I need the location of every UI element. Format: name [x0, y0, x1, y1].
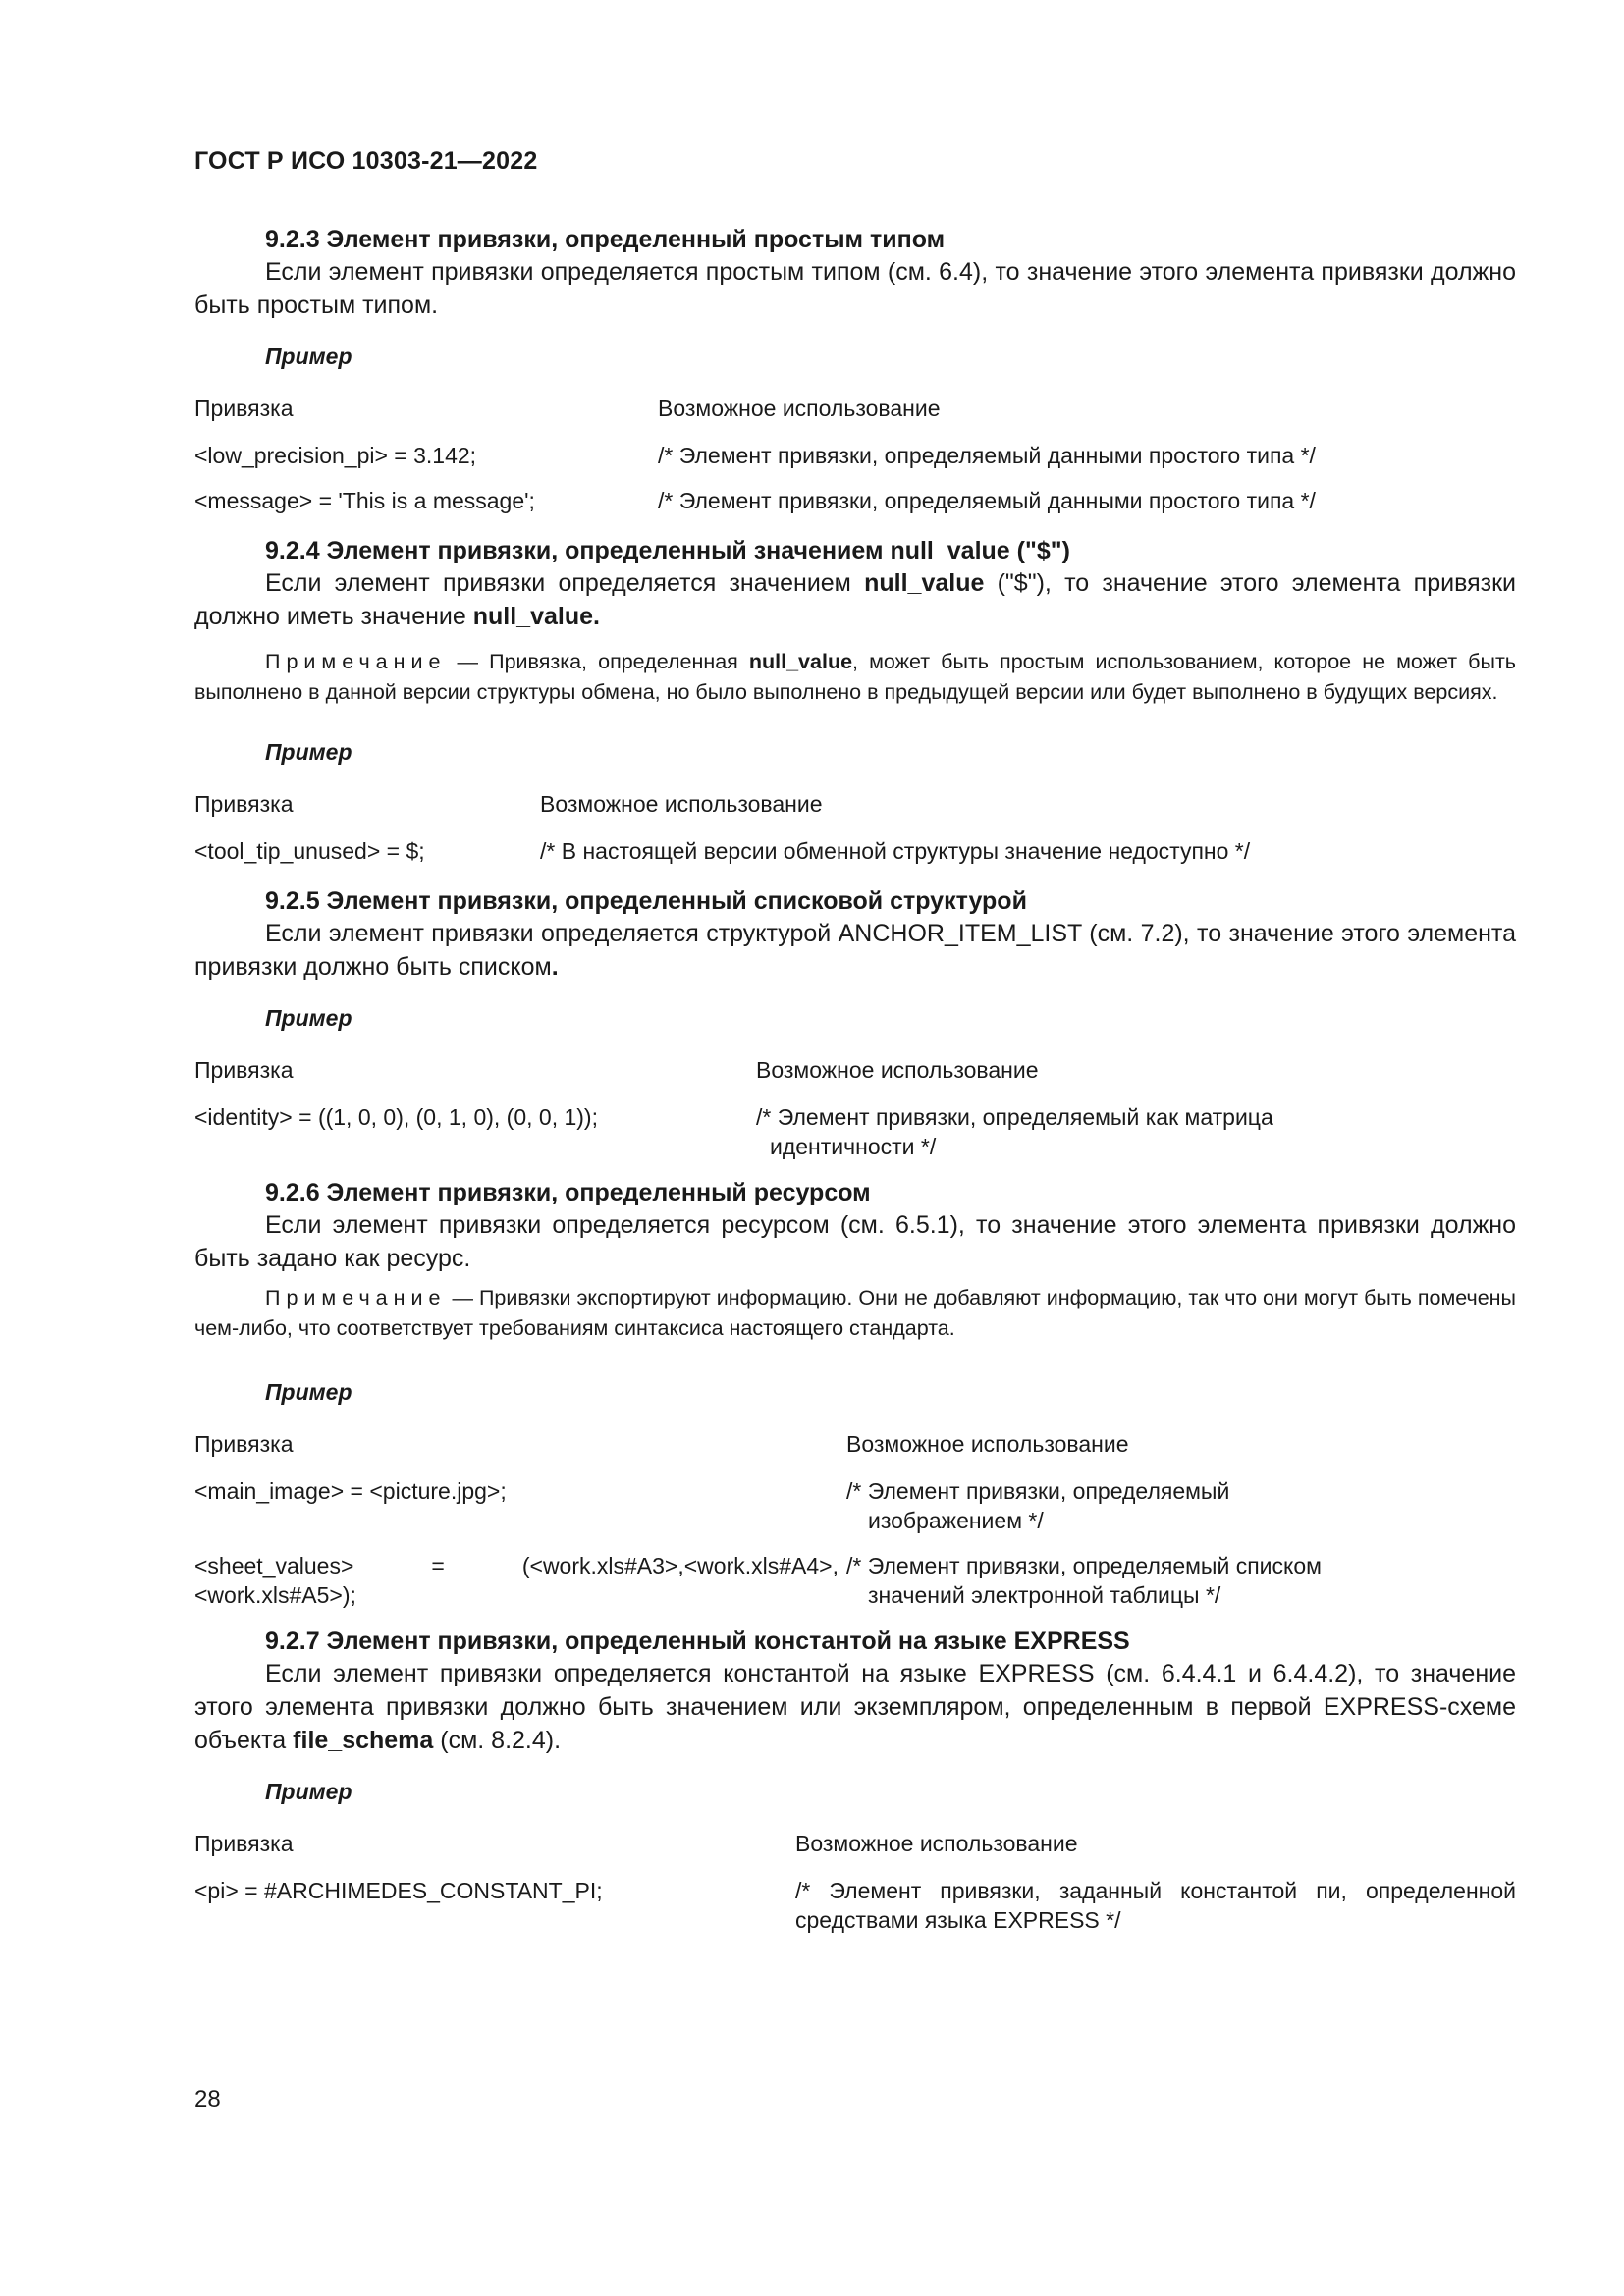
usage-cell: /* В настоящей версии обменной структуры значение недоступно */	[540, 838, 1251, 864]
table-row	[194, 486, 1516, 531]
section-note	[194, 647, 1516, 708]
section-paragraph: Если элемент привязки определяется ресурсом (см. 6.5.1), то значение этого элемента привязки должно быть задано как ресурс.	[194, 1211, 1516, 1272]
usage-line: идентичности */	[770, 1134, 937, 1159]
paragraph-text: (см. 8.2.4).	[433, 1727, 562, 1754]
note-label: Примечание	[265, 1286, 447, 1309]
column-header-usage: Возможное использование	[658, 396, 941, 421]
column-header-binding: Привязка	[194, 791, 294, 817]
example-label: Пример	[265, 344, 352, 369]
example-table	[194, 789, 1516, 881]
document-header: ГОСТ Р ИСО 10303-21—2022	[194, 147, 538, 175]
keyword-null-value: null_value.	[472, 603, 600, 630]
section-title: 9.2.7 Элемент привязки, определенный константой на языке EXPRESS	[265, 1628, 1130, 1655]
table-row	[194, 441, 1516, 486]
section-title: 9.2.5 Элемент привязки, определенный списковой структурой	[265, 887, 1027, 915]
table-row	[194, 836, 1516, 881]
example-table-header	[194, 789, 1516, 836]
usage-line: /* Элемент привязки, определяемый	[846, 1478, 1230, 1504]
paragraph-text: ("$"), то значение этого элемента привязки должно иметь значение	[194, 569, 1516, 630]
column-header-usage: Возможное использование	[795, 1831, 1078, 1856]
binding-cell: <main_image> = <picture.jpg>;	[194, 1478, 507, 1504]
example-label: Пример	[265, 1779, 352, 1804]
binding-cell: <pi> = #ARCHIMEDES_CONSTANT_PI;	[194, 1878, 603, 1903]
page-number: 28	[194, 2086, 221, 2112]
example-table	[194, 1055, 1516, 1177]
section-note	[194, 1283, 1516, 1344]
note-text: — Привязки экспортируют информацию. Они не добавляют информацию, так что они могут быть помечены чем-либо, что соответствует требованиям синтаксиса настоящего стандарта.	[194, 1286, 1516, 1340]
paragraph-period: .	[551, 953, 559, 981]
table-row	[194, 1476, 1516, 1551]
example-label: Пример	[265, 1005, 352, 1031]
section-paragraph	[194, 917, 1516, 984]
note-text: , может быть простым использованием, которое не может быть выполнено в данной версии структуры обмена, но было выполнено в предыдущей версии или будет выполнено в будущих версиях.	[194, 650, 1517, 704]
section-title: 9.2.3 Элемент привязки, определенный простым типом	[265, 226, 946, 253]
usage-cell	[756, 1102, 1516, 1177]
example-table	[194, 394, 1516, 531]
usage-line: значений электронной таблицы */	[868, 1582, 1221, 1608]
paragraph-text: Если элемент привязки определяется структурой ANCHOR_ITEM_LIST (см. 7.2), то значение этого элемента привязки должно быть списком	[194, 920, 1516, 981]
paragraph-text: Если элемент привязки определяется константой на языке EXPRESS (см. 6.4.4.1 и 6.4.4.2), то значение этого элемента привязки должно быть значением или экземпляром, определенным в первой EXPRESS-схеме объекта	[194, 1660, 1516, 1754]
usage-cell: /* Элемент привязки, заданный константой пи, определенной средствами языка EXPRESS */	[795, 1878, 1516, 1933]
example-label: Пример	[265, 1379, 352, 1405]
example-table-header	[194, 394, 1516, 441]
column-header-binding: Привязка	[194, 396, 294, 421]
usage-line: /* Элемент привязки, определяемый как матрица	[756, 1104, 1273, 1130]
binding-cell: <message> = 'This is a message';	[194, 488, 535, 513]
table-row	[194, 1876, 1516, 1950]
section-9-2-7	[194, 1626, 1516, 1950]
usage-cell: /* Элемент привязки, определяемый данными простого типа */	[658, 443, 1316, 468]
section-9-2-5	[194, 885, 1516, 1177]
keyword-null-value: null_value	[864, 569, 985, 597]
section-9-2-6	[194, 1177, 1516, 1626]
table-row	[194, 1102, 1516, 1177]
paragraph-text: Если элемент привязки определяется значением	[265, 569, 865, 597]
section-9-2-3	[194, 224, 1516, 531]
binding-cell: <identity> = ((1, 0, 0), (0, 1, 0), (0, 0, 1));	[194, 1104, 598, 1130]
example-table	[194, 1429, 1516, 1626]
keyword-null-value: null_value	[748, 650, 853, 673]
section-title: 9.2.6 Элемент привязки, определенный ресурсом	[265, 1179, 871, 1206]
note-text: — Привязка, определенная	[446, 650, 749, 673]
usage-cell: /* Элемент привязки, определяемый данными простого типа */	[658, 488, 1316, 513]
binding-cell: <low_precision_pi> = 3.142;	[194, 443, 477, 468]
keyword-file-schema: file_schema	[293, 1727, 434, 1754]
column-header-binding: Привязка	[194, 1831, 294, 1856]
binding-cell: <tool_tip_unused> = $;	[194, 838, 425, 864]
example-label: Пример	[265, 739, 352, 765]
section-title: 9.2.4 Элемент привязки, определенный значением null_value ("$")	[265, 537, 1070, 564]
example-table-header	[194, 1829, 1516, 1876]
section-9-2-4	[194, 535, 1516, 881]
column-header-usage: Возможное использование	[540, 791, 823, 817]
usage-line: изображением */	[868, 1508, 1044, 1533]
column-header-usage: Возможное использование	[756, 1057, 1039, 1083]
example-table	[194, 1829, 1516, 1950]
column-header-binding: Привязка	[194, 1057, 294, 1083]
usage-cell	[846, 1551, 1516, 1626]
usage-line: /* Элемент привязки, определяемый списком	[846, 1553, 1322, 1578]
section-paragraph: Если элемент привязки определяется простым типом (см. 6.4), то значение этого элемента привязки должно быть простым типом.	[194, 258, 1516, 319]
note-label: Примечание	[265, 650, 447, 673]
page-content	[194, 224, 1516, 1950]
example-table-header	[194, 1429, 1516, 1476]
example-table-header	[194, 1055, 1516, 1102]
column-header-usage: Возможное использование	[846, 1431, 1129, 1457]
binding-cell: <sheet_values> = (<work.xls#A3>,<work.xls#A4>,<work.xls#A5>);	[194, 1553, 839, 1608]
table-row	[194, 1551, 1516, 1626]
section-paragraph	[194, 1657, 1516, 1757]
usage-cell	[846, 1476, 1516, 1551]
column-header-binding: Привязка	[194, 1431, 294, 1457]
section-paragraph	[194, 566, 1516, 633]
